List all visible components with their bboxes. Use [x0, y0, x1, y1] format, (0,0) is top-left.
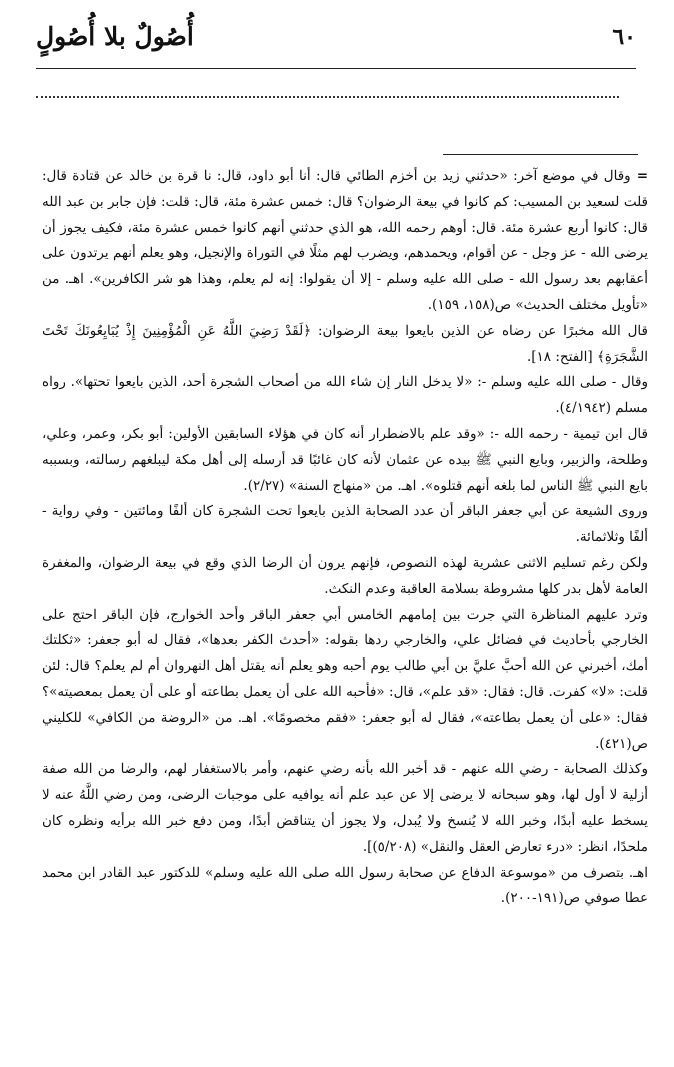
footnote-paragraph-8: وكذلك الصحابة - رضي الله عنهم - قد أخبر الله بأنه رضي عنهم، وأمر بالاستغفار لهم، والرضا من الله صفة أزلية لا أول لها، وهو سبحانه لا يرضى إلا عن عبد علم أنه يوافيه على موجبات الرضى، ومن رضي اللَّهُ عنه لا يسخط عليه أبدًا، وخبر الله لا يُنسخ ولا يُبدل، ولا يجوز أن يتناقض أبدًا، ومن دفع خبر الله برأيه ونظره كان ملحدًا، انظر: «درء تعارض العقل والنقل» (٥/٢٠٨)].	[42, 761, 648, 855]
page-header	[36, 14, 636, 70]
book-title: أُصُولٌ بلا أُصُولٍ	[36, 22, 194, 51]
footnote-block	[42, 164, 648, 912]
page-number: ٦٠	[612, 24, 636, 50]
footnote-paragraph-4: قال ابن تيمية - رحمه الله -: «وقد علم بالاضطرار أنه كان في هؤلاء السابقين الأولين: أبو بكر، وعمر، وعلي، وطلحة، والزبير، وبايع النبي ﷺ بيده عن عثمان لأنه كان غائبًا قد أرسله إلى أهل مكة ليبلغهم رسالته، وبسببه بايع النبي ﷺ الناس لما بلغه أنهم قتلوه». اهـ. من «منهاج السنة» (٢/٢٧).	[42, 425, 648, 494]
footnote-paragraph-9: اهـ. بتصرف من «موسوعة الدفاع عن صحابة رسول الله صلى الله عليه وسلم» للدكتور عبد القادر ابن محمد عطا صوفي ص(١٩١-٢٠٠).	[42, 864, 648, 907]
paragraph-text: وقال في موضع آخر: «حدثني زيد بن أخزم الطائي قال: أنا أبو داود، قال: نا قرة بن خالد عن قتادة قال: قلت لسعيد بن المسيب: كم كانوا في بيعة الرضوان؟ قال: خمس عشرة مئة، قال: قلت: فإن جابر بن عبد الله قال: كانوا أربع عشرة مئة. قال: أوهم رحمه الله، هو الذي حدثني أنهم كانوا خمس عشرة مئة، فكيف يجوز أن يرضى الله - عز وجل - عن أقوام، ويحمدهم، ويضرب لهم مثلًا في التوراة والإنجيل، وهو يعلم أنهم يرتدون على أعقابهم بعد رسول الله - صلى الله عليه وسلم - إلا أن يقولوا: إنه لم يعلم، وهذا هو شر الكافرين». اهـ. من «تأويل مختلف الحديث» ص(١٥٨، ١٥٩).	[42, 168, 648, 313]
dotted-separator	[36, 96, 619, 98]
footnote-rule	[443, 154, 638, 155]
footnote-paragraph-3: وقال - صلى الله عليه وسلم -: «لا يدخل النار إن شاء الله من أصحاب الشجرة أحد، الذين بايعوا تحتها». رواه مسلم (٤/١٩٤٢).	[42, 374, 648, 417]
header-rule	[36, 68, 636, 69]
footnote-paragraph-7: وترد عليهم المناظرة التي جرت بين إمامهم الخامس أبي جعفر الباقر وأحد الخوارج، فإن الباقر احتج على الخارجي بأحاديث في فضائل علي، والخارجي ردها بقوله: «أحدث الكفر بعدها»، فقال له أبو جعفر: «ثكلتك أمك، أخبرني عن الله أحبَّ عليَّ بن أبي طالب يوم أحبه وهو يعلم أنه يقتل أهل النهروان أم لم يعلم؟ قال: لئن قلت: «لا» كفرت. قال: فقال: «قد علم»، قال: «فأحبه الله على أن يعمل بطاعته أو على أن يعمل بمعصيته»؟ فقال: «على أن يعمل بطاعته»، فقال له أبو جعفر: «فقم مخصومًا». اهـ. من «الروضة من الكافي» للكليني ص(٤٢١).	[42, 606, 648, 752]
continuation-marker: =	[636, 168, 648, 184]
footnote-paragraph-5: وروى الشيعة عن أبي جعفر الباقر أن عدد الصحابة الذين بايعوا تحت الشجرة كان ألفًا ومائتين - وفي رواية - ألفًا وثلاثمائة.	[42, 503, 648, 546]
footnote-paragraph-1	[42, 164, 648, 319]
footnote-paragraph-6: ولكن رغم تسليم الاثنى عشرية لهذه النصوص، فإنهم يرون أن الرضا الذي وقع في بيعة الرضوان، والمغفرة العامة لأهل بدر كلها مشروطة بسلامة العاقبة وعدم النكث.	[42, 554, 648, 597]
footnote-paragraph-2: قال الله مخبرًا عن رضاه عن الذين بايعوا بيعة الرضوان: ﴿لَقَدْ رَضِيَ اللَّهُ عَنِ الْمُؤْمِنِينَ إِذْ يُبَايِعُونَكَ تَحْتَ الشَّجَرَةِ﴾ [الفتح: ١٨].	[42, 322, 648, 365]
